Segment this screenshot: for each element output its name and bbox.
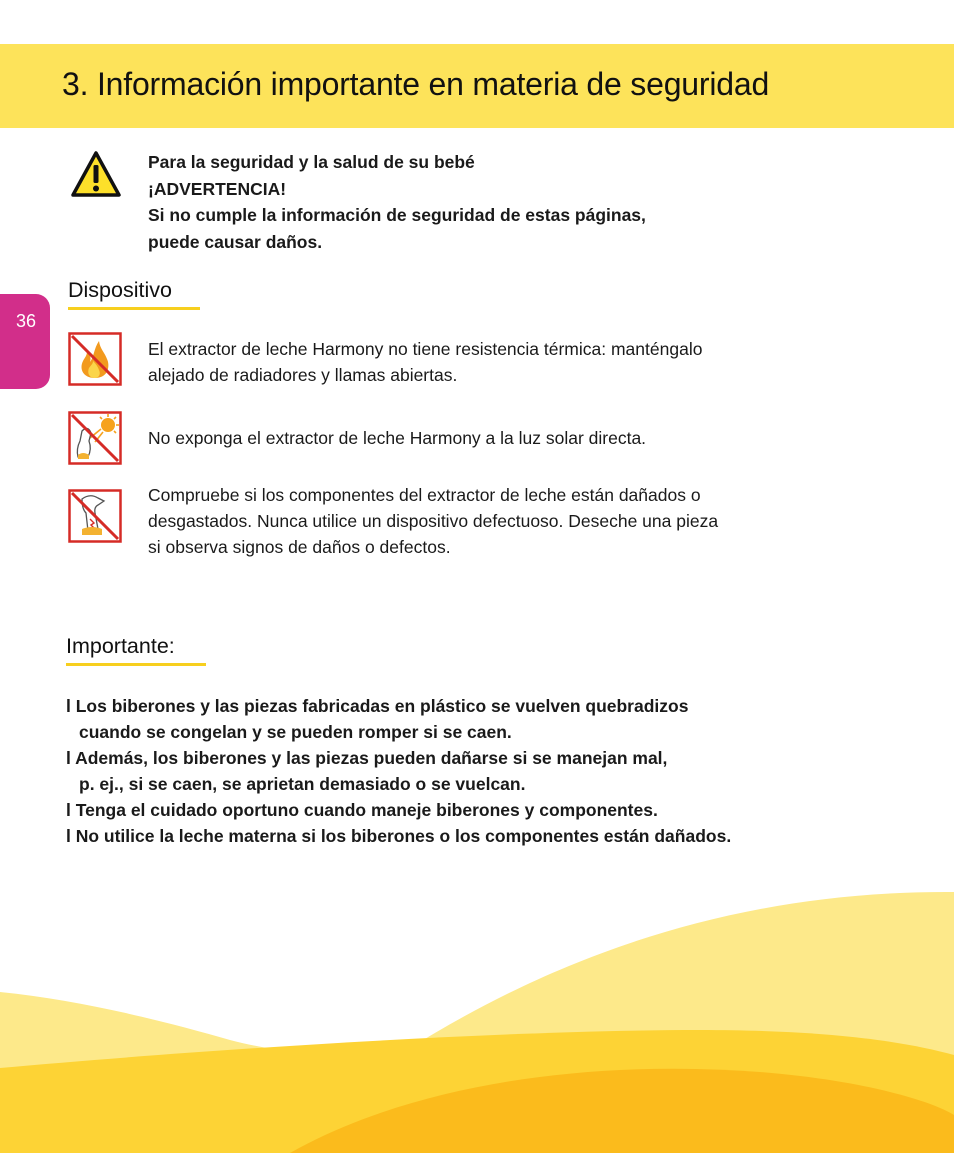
warning-line: ¡ADVERTENCIA!: [148, 178, 287, 199]
device-item-text: [148, 336, 868, 388]
section-underline: [66, 663, 206, 666]
device-item-line: No exponga el extractor de leche Harmony a la luz solar directa.: [148, 428, 647, 448]
bullet-item: l Además, los biberones y las piezas pueden dañarse si se manejan mal,: [66, 748, 668, 768]
warning-text: [148, 149, 848, 255]
decorative-waves: [0, 880, 954, 1153]
device-item-line: alejado de radiadores y llamas abiertas.: [148, 365, 458, 385]
device-item-line: si observa signos de daños o defectos.: [148, 537, 451, 557]
device-item-line: Compruebe si los componentes del extractor de leche están dañados o: [148, 485, 701, 505]
page-number: 36: [16, 311, 37, 331]
bullet-item: l Los biberones y las piezas fabricadas en plástico se vuelven quebradizos: [66, 696, 689, 716]
device-item-line: desgastados. Nunca utilice un dispositivo defectuoso. Deseche una pieza: [148, 511, 719, 531]
section-heading-dispositivo: Dispositivo: [68, 278, 172, 302]
page-title: 3. Información importante en materia de seguridad: [62, 66, 770, 102]
no-damaged-parts-icon: [68, 489, 122, 543]
section-heading-importante: Importante:: [66, 634, 175, 658]
no-direct-sunlight-icon: [68, 411, 122, 465]
warning-line: Si no cumple la información de seguridad de estas páginas,: [148, 205, 646, 225]
no-heat-flame-icon: [68, 332, 122, 386]
important-bullet-list: [66, 693, 926, 849]
bullet-item-continuation: cuando se congelan y se pueden romper si se caen.: [79, 722, 512, 742]
device-item-text: [148, 482, 868, 560]
warning-line: puede causar daños.: [148, 231, 323, 252]
warning-line: Para la seguridad y la salud de su bebé: [148, 152, 475, 172]
section-underline: [68, 307, 200, 310]
device-item-line: El extractor de leche Harmony no tiene resistencia térmica: manténgalo: [148, 339, 703, 359]
bullet-item: l Tenga el cuidado oportuno cuando maneje biberones y componentes.: [66, 800, 658, 820]
page-tab: [0, 294, 50, 389]
device-item-text: [148, 425, 868, 451]
warning-triangle-icon: [70, 150, 122, 198]
bullet-item-continuation: p. ej., si se caen, se aprietan demasiado o se vuelcan.: [79, 774, 526, 794]
bullet-item: l No utilice la leche materna si los biberones o los componentes están dañados.: [66, 826, 732, 846]
